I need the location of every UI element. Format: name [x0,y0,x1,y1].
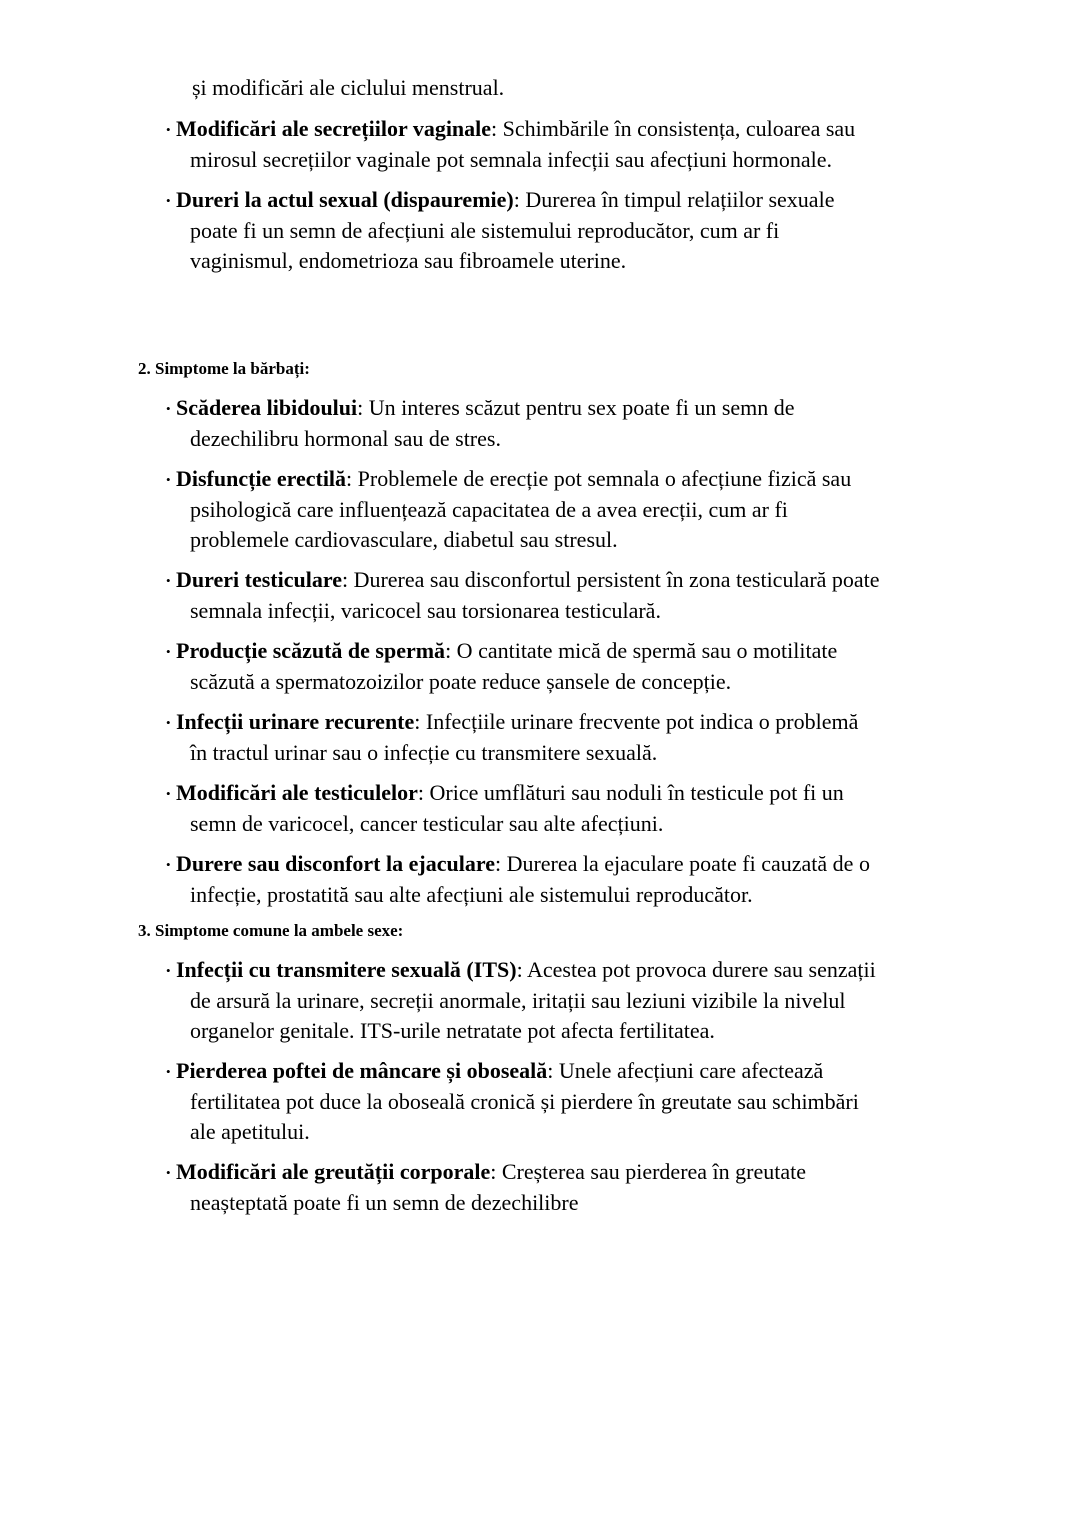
bullet-icon: • [166,786,171,801]
list-item [166,849,880,910]
bullet-icon: • [166,193,171,208]
list-item [166,185,880,276]
bullet-icon: • [166,472,171,487]
bullet-icon: • [166,1165,171,1180]
bullet-icon: • [166,401,171,416]
item-desc: : Orice umflături sau noduli în testicule pot fi un semn de varicocel, cancer testicular sau alte afecțiuni. [190,780,844,836]
bullet-icon: • [166,573,171,588]
list-item [166,114,880,175]
bullet-icon: • [166,644,171,659]
list-item [166,778,880,839]
list-item [166,1056,880,1147]
item-term: Pierderea poftei de mâncare și oboseală [176,1058,548,1083]
bullet-list-common [0,955,1080,1218]
item-term: Disfuncție erectilă [176,466,347,491]
item-term: Infecții cu transmitere sexuală (ITS) [176,957,517,982]
bullet-icon: • [166,857,171,872]
list-item [166,636,880,697]
item-desc: : Un interes scăzut pentru sex poate fi un semn de dezechilibru hormonal sau de stres. [190,395,795,451]
section-heading-common: 3. Simptome comune la ambele sexe: [138,921,404,940]
item-term: Dureri testiculare [176,567,342,592]
item-desc: : O cantitate mică de spermă sau o motilitate scăzută a spermatozoizilor poate reduce șansele de concepție. [190,638,838,694]
item-desc: : Schimbările în consistența, culoarea sau mirosul secrețiilor vaginale pot semnala infecții sau afecțiuni hormonale. [190,116,856,172]
bullet-icon: • [166,122,171,137]
blank-gap [0,286,1080,358]
bullet-icon: • [166,963,171,978]
item-desc: : Durerea sau disconfortul persistent în zona testiculară poate semnala infecții, varicocel sau torsionarea testiculară. [190,567,880,623]
section-heading-men: 2. Simptome la bărbați: [138,359,310,378]
bullet-icon: • [166,715,171,730]
item-term: Modificări ale testiculelor [176,780,418,805]
bullet-list-men [0,393,1080,910]
item-desc: : Problemele de erecție pot semnala o afecțiune fizică sau psihologică care influențează capacitatea de a avea erecții, cum ar fi problemele cardiovasculare, diabetul sau stresul. [190,466,852,552]
item-term: Producție scăzută de spermă [176,638,446,663]
item-desc: : Acestea pot provoca durere sau senzații de arsură la urinare, secreții anormale, iritații sau leziuni vizibile la nivelul organelor genitale. ITS-urile netratate pot afecta fertilitatea. [190,957,876,1043]
item-term: Dureri la actul sexual (dispauremie) [176,187,514,212]
item-term: Scăderea libidoului [176,395,358,420]
paragraph-continuation: și modificări ale ciclului menstrual. [192,75,505,100]
item-desc: : Durerea în timpul relațiilor sexuale poate fi un semn de afecțiuni ale sistemului reproducător, cum ar fi vaginismul, endometrioza sau fibroamele uterine. [190,187,835,273]
list-item [166,955,880,1046]
item-desc: : Creșterea sau pierderea în greutate neașteptată poate fi un semn de dezechilibre [190,1159,807,1215]
bullet-icon: • [166,1064,171,1079]
item-term: Modificări ale secrețiilor vaginale [176,116,492,141]
item-term: Modificări ale greutății corporale [176,1159,491,1184]
item-desc: : Infecțiile urinare frecvente pot indica o problemă în tractul urinar sau o infecție cu transmitere sexuală. [190,709,859,765]
item-term: Durere sau disconfort la ejaculare [176,851,495,876]
list-item [166,565,880,626]
bullet-list-women [0,114,1080,276]
item-desc: : Durerea la ejaculare poate fi cauzată de o infecție, prostatită sau alte afecțiuni ale sistemului reproducător. [190,851,870,907]
list-item [166,1157,880,1218]
list-item [166,707,880,768]
item-desc: : Unele afecțiuni care afectează fertilitatea pot duce la oboseală cronică și pierdere în greutate sau schimbări ale apetitului. [190,1058,859,1144]
list-item [166,464,880,555]
item-term: Infecții urinare recurente [176,709,415,734]
list-item [166,393,880,454]
